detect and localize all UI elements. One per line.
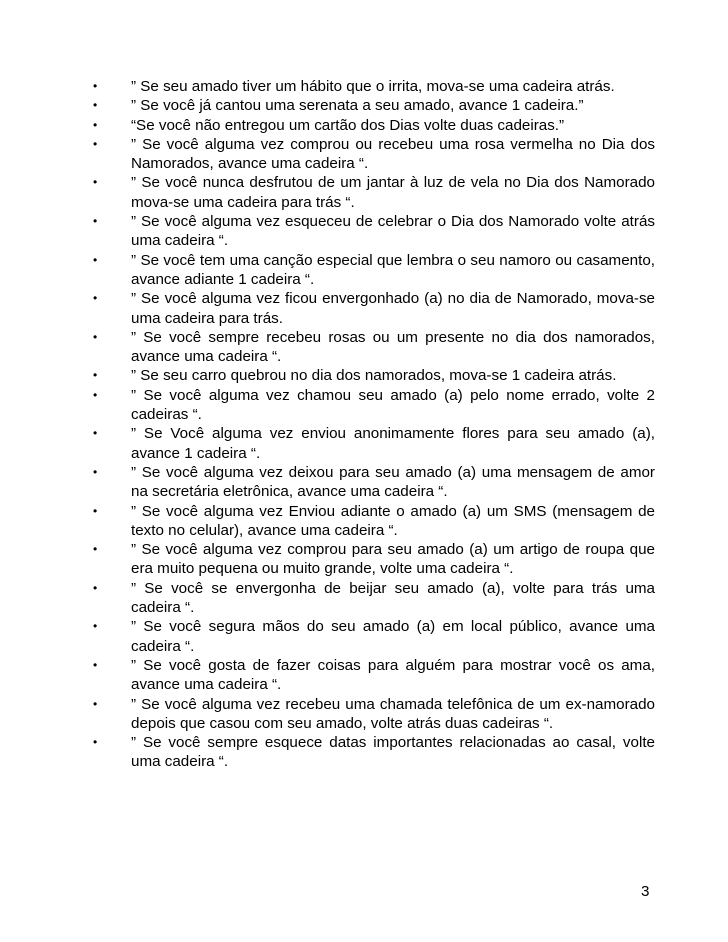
bullet-icon: • — [93, 696, 98, 711]
list-item — [93, 173, 655, 212]
list-item-text: ” Se seu amado tiver um hábito que o irrita, mova-se uma cadeira atrás. — [131, 78, 615, 95]
list-item — [93, 656, 655, 695]
bullet-icon: • — [93, 580, 98, 595]
list-item-text: ” Se você alguma vez Enviou adiante o amado (a) um SMS (mensagem de texto no celular), avance uma cadeira “. — [131, 502, 655, 539]
list-item-text: ” Se você nunca desfrutou de um jantar à luz de vela no Dia dos Namorado mova-se uma cadeira para trás “. — [131, 174, 655, 211]
list-item — [93, 386, 655, 425]
list-item — [93, 502, 655, 541]
list-item — [93, 463, 655, 502]
list-item — [93, 695, 655, 734]
list-item — [93, 733, 655, 772]
page-number: 3 — [641, 883, 650, 900]
list-item-text: ” Se seu carro quebrou no dia dos namorados, mova-se 1 cadeira atrás. — [131, 367, 617, 385]
bullet-icon: • — [93, 291, 98, 306]
list-item-text: ” Se você sempre esquece datas importantes relacionadas ao casal, volte uma cadeira “. — [131, 734, 655, 771]
bullet-icon: • — [93, 619, 98, 634]
bullet-icon: • — [93, 117, 98, 132]
bullet-icon: • — [93, 136, 98, 151]
list-item — [93, 289, 655, 328]
list-item-text: ” Se você alguma vez ficou envergonhado (a) no dia de Namorado, mova-se uma cadeira para trás. — [131, 290, 655, 327]
list-item — [93, 96, 655, 115]
list-item — [93, 617, 655, 656]
list-item-text: ” Se você alguma vez chamou seu amado (a) pelo nome errado, volte 2 cadeiras “. — [131, 386, 655, 424]
bullet-list — [93, 77, 655, 772]
list-item-text: ” Se você alguma vez comprou para seu amado (a) um artigo de roupa que era muito pequena ou muito grande, volte uma cadeira “. — [131, 541, 655, 578]
list-item — [93, 212, 655, 251]
list-item — [93, 328, 655, 367]
list-item-text: “Se você não entregou um cartão dos Dias volte duas cadeiras.” — [131, 116, 565, 134]
list-item — [93, 116, 655, 135]
bullet-icon: • — [93, 426, 98, 441]
list-item — [93, 579, 655, 618]
list-item-text: ” Se você alguma vez deixou para seu amado (a) uma mensagem de amor na secretária eletrônica, avance uma cadeira “. — [131, 463, 655, 501]
list-item-text: ” Se Você alguma vez enviou anonimamente flores para seu amado (a), avance 1 cadeira “. — [131, 425, 655, 462]
list-item — [93, 77, 655, 96]
bullet-icon: • — [93, 368, 98, 383]
list-item — [93, 424, 655, 463]
list-item-text: ” Se você já cantou uma serenata a seu amado, avance 1 cadeira.” — [131, 97, 584, 115]
bullet-icon: • — [93, 464, 98, 479]
bullet-icon: • — [93, 657, 98, 672]
list-item-text: ” Se você sempre recebeu rosas ou um presente no dia dos namorados, avance uma cadeira “. — [131, 328, 655, 366]
bullet-icon: • — [93, 329, 98, 344]
list-item-text: ” Se você se envergonha de beijar seu amado (a), volte para trás uma cadeira “. — [131, 579, 655, 617]
list-item-text: ” Se você alguma vez recebeu uma chamada telefônica de um ex-namorado depois que casou com seu amado, volte atrás duas cadeiras “. — [131, 695, 655, 732]
bullet-icon: • — [93, 175, 98, 190]
list-item — [93, 135, 655, 174]
list-item-text: ” Se você segura mãos do seu amado (a) em local público, avance uma cadeira “. — [131, 618, 655, 655]
bullet-icon: • — [93, 387, 98, 402]
list-item-text: ” Se você alguma vez comprou ou recebeu uma rosa vermelha no Dia dos Namorados, avance uma cadeira “. — [131, 135, 655, 173]
list-item — [93, 540, 655, 579]
list-item-text: ” Se você alguma vez esqueceu de celebrar o Dia dos Namorado volte atrás uma cadeira “. — [131, 213, 655, 250]
list-item — [93, 366, 655, 385]
bullet-icon: • — [93, 735, 98, 750]
list-item-text: ” Se você tem uma canção especial que lembra o seu namoro ou casamento, avance adiante 1 cadeira “. — [131, 251, 655, 288]
bullet-icon: • — [93, 542, 98, 557]
bullet-icon: • — [93, 79, 98, 93]
bullet-icon: • — [93, 214, 98, 229]
list-item — [93, 251, 655, 290]
list-item-text: ” Se você gosta de fazer coisas para alguém para mostrar você os ama, avance uma cadeira “. — [131, 656, 655, 694]
bullet-icon: • — [93, 503, 98, 518]
bullet-icon: • — [93, 98, 98, 113]
bullet-icon: • — [93, 252, 98, 267]
